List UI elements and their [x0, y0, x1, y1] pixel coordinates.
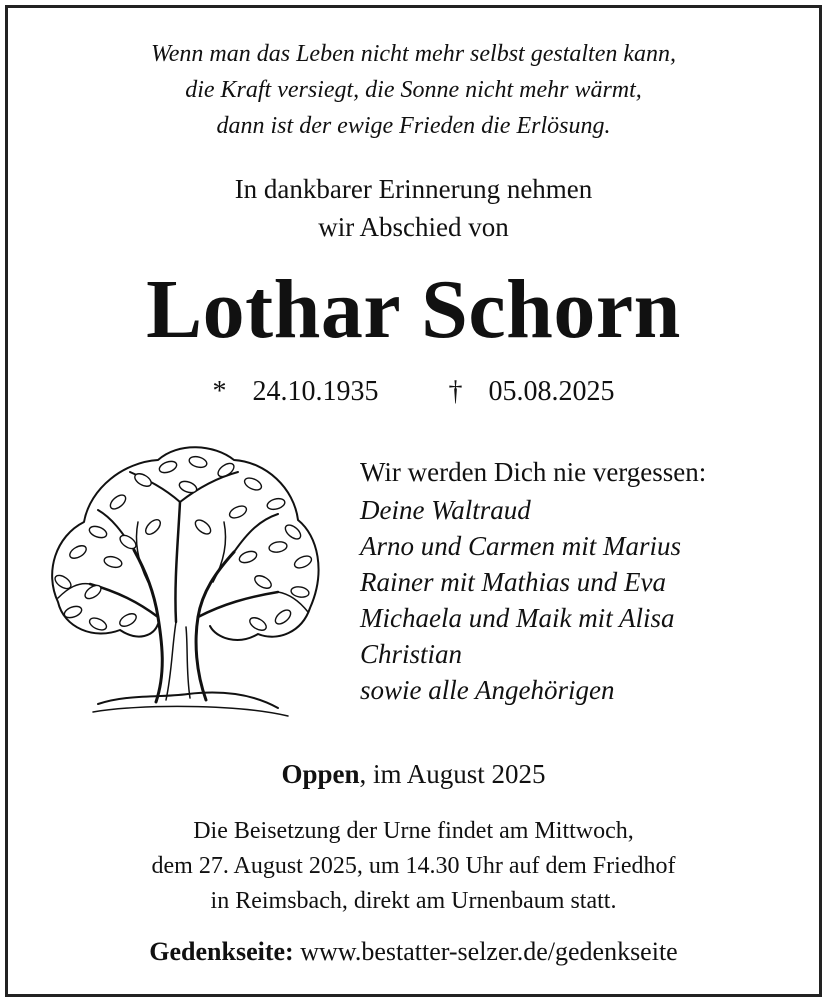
mourners-list: [360, 492, 800, 708]
poem: [0, 36, 827, 144]
death-date: 05.08.2025: [488, 376, 615, 407]
intro: [0, 170, 827, 246]
birth-date: 24.10.1935: [252, 376, 379, 407]
mourners: [360, 452, 800, 708]
list-item: sowie alle Angehörigen: [360, 675, 615, 705]
death-symbol: †: [448, 376, 463, 407]
poem-line: die Kraft versiegt, die Sonne nicht mehr wärmt,: [185, 77, 642, 103]
intro-line: In dankbarer Erinnerung nehmen: [234, 174, 593, 204]
burial-line: in Reimsbach, direkt am Urnenbaum statt.: [210, 888, 617, 914]
burial-line: dem 27. August 2025, um 14.30 Uhr auf dem Friedhof: [151, 853, 676, 879]
life-dates: [0, 372, 827, 412]
place-town: Oppen: [281, 759, 360, 789]
intro-line: wir Abschied von: [318, 212, 509, 242]
list-item: Deine Waltraud: [360, 495, 531, 525]
burial-info: [0, 814, 827, 919]
mourners-lead: Wir werden Dich nie vergessen:: [360, 457, 707, 487]
burial-line: Die Beisetzung der Urne findet am Mittwoch,: [193, 818, 634, 844]
tree-icon: [38, 432, 324, 724]
list-item: Arno und Carmen mit Marius: [360, 531, 682, 561]
poem-line: dann ist der ewige Frieden die Erlösung.: [216, 113, 611, 139]
poem-line: Wenn man das Leben nicht mehr selbst gestalten kann,: [150, 41, 677, 67]
birth-symbol: *: [212, 376, 227, 407]
list-item: Christian: [360, 639, 463, 669]
deceased-name: Lothar Schorn: [146, 263, 681, 356]
list-item: Michaela und Maik mit Alisa: [360, 603, 675, 633]
memorial-label: Gedenkseite:: [149, 937, 294, 966]
memorial-page: [0, 934, 827, 970]
memorial-url[interactable]: www.bestatter-selzer.de/gedenkseite: [300, 937, 678, 966]
list-item: Rainer mit Mathias und Eva: [360, 567, 666, 597]
place-date: [0, 756, 827, 792]
place-rest: , im August 2025: [359, 759, 546, 789]
